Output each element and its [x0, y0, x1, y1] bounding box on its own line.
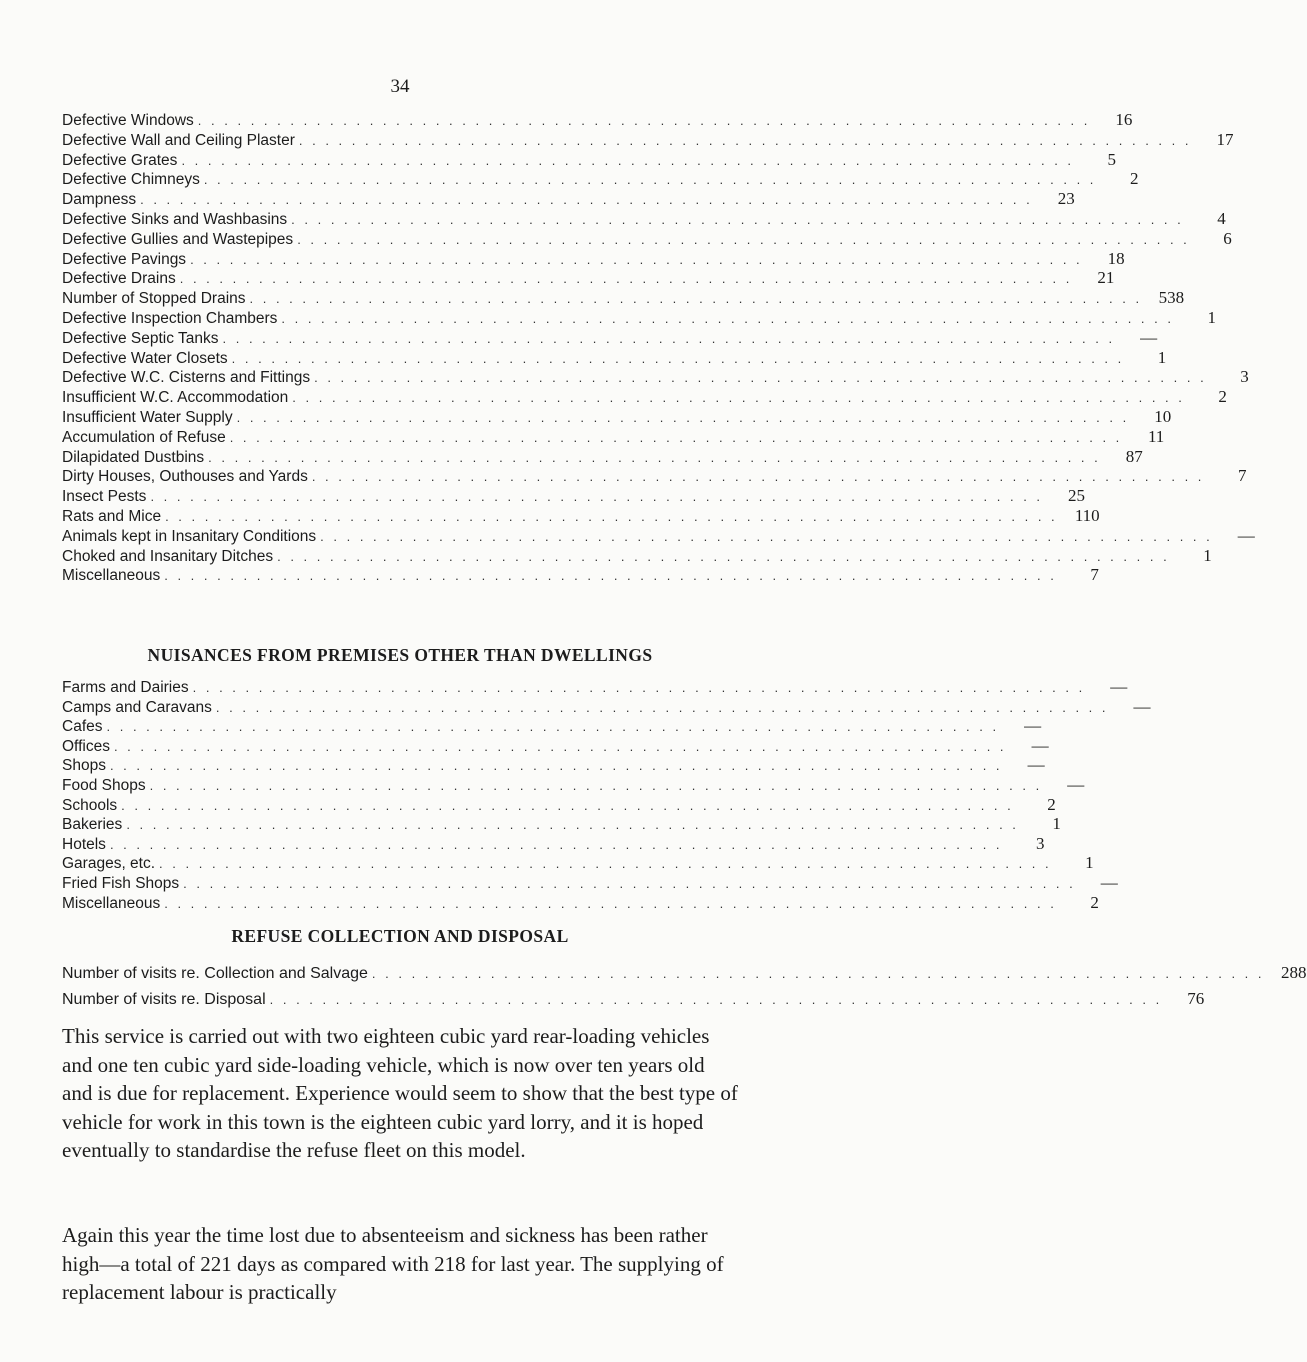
row-value: 6: [1223, 228, 1232, 248]
row-label: Accumulation of Refuse: [62, 428, 226, 446]
list-row: [62, 268, 1115, 288]
row-label: Insufficient W.C. Accommodation: [62, 389, 289, 407]
section-heading-nuisances: NUISANCES FROM PREMISES OTHER THAN DWELLINGS: [147, 645, 653, 665]
list-row: [62, 288, 1185, 308]
list-row: [62, 716, 1042, 736]
dot-leader: . . . . . . . . . . . . . . . . . . . . . . . . . . . . . . . . . . . . . . . . . . . . . . . . . . . . . . . . . . . . . . . . . . . .: [281, 310, 1174, 326]
list-row: [62, 248, 1125, 269]
row-value: 1: [1207, 307, 1216, 327]
row-value: —: [1237, 525, 1255, 545]
row-value: —: [1133, 696, 1151, 716]
list-row: [62, 486, 1086, 506]
row-value: 3: [1240, 367, 1249, 387]
row-label: Number of visits re. Disposal: [62, 991, 266, 1008]
row-value: —: [1110, 677, 1128, 696]
list-row: [62, 406, 1172, 427]
row-value: 1: [1052, 814, 1061, 834]
dot-leader: . . . . . . . . . . . . . . . . . . . . . . . . . . . . . . . . . . . . . . . . . . . . . . . . . . . . . . . . . . . . . . . . . . . .: [121, 797, 1014, 813]
list-row: [62, 525, 1255, 546]
row-value: 5: [1107, 149, 1117, 169]
row-value: —: [1031, 735, 1049, 755]
row-value: 7: [1090, 565, 1099, 585]
list-row: [62, 960, 1307, 986]
paragraph-absenteeism: Again this year the time lost due to absenteeism and sickness has been rather high—a total of 221 days as compared with 218 for last year. The supplying of replacement labour is practically: [62, 1223, 724, 1304]
row-value: —: [1067, 774, 1085, 794]
row-value: 17: [1216, 129, 1234, 149]
row-value: —: [1027, 755, 1045, 775]
list-row: [62, 814, 1061, 834]
row-value: 7: [1237, 466, 1247, 486]
row-label: Defective Drains: [62, 270, 176, 288]
dot-leader: . . . . . . . . . . . . . . . . . . . . . . . . . . . . . . . . . . . . . . . . . . . . . . . . . . . . . . . . . . . . . . . . . . . .: [292, 390, 1185, 406]
row-label: Defective Septic Tanks: [62, 329, 219, 347]
row-value: 16: [1115, 110, 1133, 129]
row-label: Garages, etc.: [62, 855, 156, 873]
paragraph-refuse-service: This service is carried out with two eighteen cubic yard rear-loading vehicles and one ten cubic yard side-loading vehicle, which is now over ten years old and is due for replacement. Experience would seem to show that the best type of vehicle for work in this town is the eighteen cubic yard lorry, and it is hoped eventually to standardise the refuse fleet on this model.: [62, 1024, 738, 1162]
list-row: [62, 755, 1045, 775]
list-row: [62, 872, 1118, 893]
row-value: 76: [1187, 989, 1205, 1008]
row-label: Miscellaneous: [62, 567, 161, 585]
row-label: Defective Wall and Ceiling Plaster: [62, 131, 295, 149]
other-premises-list: [62, 677, 1151, 912]
dot-leader: . . . . . . . . . . . . . . . . . . . . . . . . . . . . . . . . . . . . . . . . . . . . . . . . . . . . . . . . . . . . . . . . . . . .: [179, 271, 1073, 287]
row-value: 288: [1281, 963, 1307, 982]
dot-leader: . . . . . . . . . . . . . . . . . . . . . . . . . . . . . . . . . . . . . . . . . . . . . . . . . . . . . . . . . . . . . . . . . . . .: [150, 489, 1044, 505]
row-label: Animals kept in Insanitary Conditions: [62, 527, 317, 545]
row-value: 2: [1129, 169, 1139, 189]
list-row: [62, 208, 1226, 229]
dot-leader: . . . . . . . . . . . . . . . . . . . . . . . . . . . . . . . . . . . . . . . . . . . . . . . . . . . . . . . . . . . . . . . . . . . .: [165, 508, 1058, 524]
dot-leader: . . . . . . . . . . . . . . . . . . . . . . . . . . . . . . . . . . . . . . . . . . . . . . . . . . . . . . . . . . . . . . . . . . . .: [109, 758, 1003, 774]
dot-leader: . . . . . . . . . . . . . . . . . . . . . . . . . . . . . . . . . . . . . . . . . . . . . . . . . . . . . . . . . . . . . . . . . . . .: [222, 330, 1116, 346]
dot-leader: . . . . . . . . . . . . . . . . . . . . . . . . . . . . . . . . . . . . . . . . . . . . . . . . . . . . . . . . . . . . . . . . . . . .: [106, 719, 1000, 735]
row-value: 4: [1217, 208, 1226, 228]
row-value: 21: [1097, 268, 1115, 288]
dot-leader: . . . . . . . . . . . . . . . . . . . . . . . . . . . . . . . . . . . . . . . . . . . . . . . . . . . . . . . . . . . . . . . . . . . .: [311, 469, 1205, 485]
dot-leader: . . . . . . . . . . . . . . . . . . . . . . . . . . . . . . . . . . . . . . . . . . . . . . . . . . . . . . . . . . . . . . . . . . . .: [149, 777, 1043, 793]
row-label: Rats and Mice: [62, 507, 162, 525]
dot-leader: . . . . . . . . . . . . . . . . . . . . . . . . . . . . . . . . . . . . . . . . . . . . . . . . . . . . . . . . . . . . . . . . . . . .: [371, 966, 1265, 981]
list-row: [62, 110, 1133, 130]
row-label: Defective Pavings: [62, 250, 187, 268]
dot-leader: . . . . . . . . . . . . . . . . . . . . . . . . . . . . . . . . . . . . . . . . . . . . . . . . . . . . . . . . . . . . . . . . . . . .: [181, 152, 1075, 168]
list-row: [62, 307, 1216, 328]
row-value: 11: [1147, 426, 1165, 446]
list-row: [62, 774, 1085, 795]
row-label: Defective Sinks and Washbasins: [62, 210, 288, 228]
row-label: Hotels: [62, 835, 106, 853]
row-label: Shops: [62, 757, 106, 775]
row-label: Defective W.C. Cisterns and Fittings: [62, 369, 311, 387]
row-value: 2: [1218, 387, 1227, 407]
row-value: 2: [1090, 892, 1099, 912]
list-row: [62, 853, 1094, 873]
dot-leader: . . . . . . . . . . . . . . . . . . . . . . . . . . . . . . . . . . . . . . . . . . . . . . . . . . . . . . . . . . . . . . . . . . . .: [140, 192, 1033, 208]
dot-leader: . . . . . . . . . . . . . . . . . . . . . . . . . . . . . . . . . . . . . . . . . . . . . . . . . . . . . . . . . . . . . . . . . . . .: [269, 992, 1163, 1007]
section-heading-refuse: REFUSE COLLECTION AND DISPOSAL: [231, 926, 569, 946]
row-label: Schools: [62, 796, 118, 814]
list-row: [62, 347, 1167, 368]
row-value: 10: [1154, 406, 1172, 426]
list-row: [62, 735, 1049, 756]
list-row: [62, 677, 1128, 697]
dot-leader: . . . . . . . . . . . . . . . . . . . . . . . . . . . . . . . . . . . . . . . . . . . . . . . . . . . . . . . . . . . . . . . . . . . .: [113, 738, 1007, 754]
row-value: 87: [1125, 446, 1143, 466]
row-label: Defective Grates: [62, 151, 178, 169]
row-label: Choked and Insanitary Ditches: [62, 547, 274, 565]
row-value: —: [1024, 716, 1042, 736]
row-label: Insufficient Water Supply: [62, 408, 233, 426]
row-label: Bakeries: [62, 816, 123, 834]
row-label: Cafes: [62, 718, 103, 736]
dot-leader: . . . . . . . . . . . . . . . . . . . . . . . . . . . . . . . . . . . . . . . . . . . . . . . . . . . . . . . . . . . . . . . . . . . .: [159, 856, 1052, 872]
list-row: [62, 833, 1045, 854]
list-row: [62, 466, 1247, 486]
row-value: —: [1100, 872, 1118, 892]
dot-leader: . . . . . . . . . . . . . . . . . . . . . . . . . . . . . . . . . . . . . . . . . . . . . . . . . . . . . . . . . . . . . . . . . . . .: [249, 291, 1143, 307]
row-value: 25: [1068, 486, 1086, 506]
list-row: [62, 367, 1249, 387]
row-label: Dilapidated Dustbins: [62, 448, 205, 466]
dot-leader: . . . . . . . . . . . . . . . . . . . . . . . . . . . . . . . . . . . . . . . . . . . . . . . . . . . . . . . . . . . . . . . . . . . .: [298, 132, 1192, 148]
dot-leader: . . . . . . . . . . . . . . . . . . . . . . . . . . . . . . . . . . . . . . . . . . . . . . . . . . . . . . . . . . . . . . . . . . . .: [197, 113, 1091, 128]
list-row: [62, 149, 1117, 170]
list-row: [62, 426, 1165, 447]
list-row: [62, 228, 1232, 249]
row-value: 1: [1203, 545, 1212, 565]
row-value: 23: [1057, 189, 1075, 209]
list-row: [62, 545, 1212, 566]
row-label: Offices: [62, 737, 110, 755]
dot-leader: . . . . . . . . . . . . . . . . . . . . . . . . . . . . . . . . . . . . . . . . . . . . . . . . . . . . . . . . . . . . . . . . . . . .: [320, 528, 1213, 544]
row-value: 1: [1157, 347, 1167, 367]
list-row: [62, 892, 1099, 913]
dot-leader: . . . . . . . . . . . . . . . . . . . . . . . . . . . . . . . . . . . . . . . . . . . . . . . . . . . . . . . . . . . . . . . . . . . .: [190, 251, 1083, 267]
page-number: 34: [390, 76, 410, 97]
dot-leader: . . . . . . . . . . . . . . . . . . . . . . . . . . . . . . . . . . . . . . . . . . . . . . . . . . . . . . . . . . . . . . . . . . . .: [231, 350, 1125, 366]
dot-leader: . . . . . . . . . . . . . . . . . . . . . . . . . . . . . . . . . . . . . . . . . . . . . . . . . . . . . . . . . . . . . . . . . . . .: [229, 429, 1123, 445]
dot-leader: . . . . . . . . . . . . . . . . . . . . . . . . . . . . . . . . . . . . . . . . . . . . . . . . . . . . . . . . . . . . . . . . . . . .: [208, 449, 1101, 465]
dot-leader: . . . . . . . . . . . . . . . . . . . . . . . . . . . . . . . . . . . . . . . . . . . . . . . . . . . . . . . . . . . . . . . . . . . .: [164, 568, 1057, 584]
row-label: Camps and Caravans: [62, 698, 212, 716]
dot-leader: . . . . . . . . . . . . . . . . . . . . . . . . . . . . . . . . . . . . . . . . . . . . . . . . . . . . . . . . . . . . . . . . . . . .: [215, 699, 1109, 715]
list-row: [62, 986, 1205, 1012]
dot-leader: . . . . . . . . . . . . . . . . . . . . . . . . . . . . . . . . . . . . . . . . . . . . . . . . . . . . . . . . . . . . . . . . . . . .: [314, 370, 1207, 386]
list-row: [62, 189, 1075, 209]
dwelling-defects-list: [62, 110, 1255, 585]
list-row: [62, 446, 1143, 467]
row-label: Defective Water Closets: [62, 349, 228, 367]
row-label: Insect Pests: [62, 488, 147, 506]
row-label: Food Shops: [62, 776, 146, 794]
row-label: Number of visits re. Collection and Salvage: [62, 965, 368, 982]
dot-leader: . . . . . . . . . . . . . . . . . . . . . . . . . . . . . . . . . . . . . . . . . . . . . . . . . . . . . . . . . . . . . . . . . . . .: [192, 680, 1086, 695]
dot-leader: . . . . . . . . . . . . . . . . . . . . . . . . . . . . . . . . . . . . . . . . . . . . . . . . . . . . . . . . . . . . . . . . . . . .: [183, 875, 1076, 891]
row-label: Number of Stopped Drains: [62, 290, 246, 308]
row-value: 538: [1158, 288, 1185, 308]
list-row: [62, 387, 1227, 407]
list-row: [62, 327, 1158, 348]
row-label: Fried Fish Shops: [62, 874, 180, 892]
dot-leader: . . . . . . . . . . . . . . . . . . . . . . . . . . . . . . . . . . . . . . . . . . . . . . . . . . . . . . . . . . . . . . . . . . . .: [164, 895, 1057, 911]
refuse-visits-list: [62, 960, 1307, 1012]
row-value: 3: [1036, 833, 1045, 853]
dot-leader: . . . . . . . . . . . . . . . . . . . . . . . . . . . . . . . . . . . . . . . . . . . . . . . . . . . . . . . . . . . . . . . . . . . .: [109, 836, 1003, 852]
row-value: 1: [1085, 853, 1094, 873]
row-label: Defective Inspection Chambers: [62, 309, 278, 327]
dot-leader: . . . . . . . . . . . . . . . . . . . . . . . . . . . . . . . . . . . . . . . . . . . . . . . . . . . . . . . . . . . . . . . . . . . .: [297, 231, 1190, 247]
list-row: [62, 565, 1099, 585]
dot-leader: . . . . . . . . . . . . . . . . . . . . . . . . . . . . . . . . . . . . . . . . . . . . . . . . . . . . . . . . . . . . . . . . . . . .: [126, 817, 1019, 833]
list-row: [62, 169, 1139, 189]
row-label: Dampness: [62, 191, 137, 209]
list-row: [62, 696, 1151, 717]
dot-leader: . . . . . . . . . . . . . . . . . . . . . . . . . . . . . . . . . . . . . . . . . . . . . . . . . . . . . . . . . . . . . . . . . . . .: [203, 172, 1097, 188]
dot-leader: . . . . . . . . . . . . . . . . . . . . . . . . . . . . . . . . . . . . . . . . . . . . . . . . . . . . . . . . . . . . . . . . . . . .: [236, 409, 1130, 425]
list-row: [62, 794, 1056, 815]
row-label: Farms and Dairies: [62, 679, 189, 696]
list-row: [62, 505, 1100, 526]
row-value: 18: [1107, 248, 1125, 268]
row-label: Defective Windows: [62, 112, 194, 129]
row-value: 110: [1074, 505, 1100, 525]
dot-leader: . . . . . . . . . . . . . . . . . . . . . . . . . . . . . . . . . . . . . . . . . . . . . . . . . . . . . . . . . . . . . . . . . . . .: [291, 211, 1184, 227]
row-label: Defective Gullies and Wastepipes: [62, 230, 294, 248]
dot-leader: . . . . . . . . . . . . . . . . . . . . . . . . . . . . . . . . . . . . . . . . . . . . . . . . . . . . . . . . . . . . . . . . . . . .: [277, 548, 1170, 564]
list-row: [62, 129, 1234, 150]
row-value: —: [1140, 327, 1158, 347]
row-label: Miscellaneous: [62, 894, 161, 912]
row-value: 2: [1047, 794, 1056, 814]
row-label: Dirty Houses, Outhouses and Yards: [62, 468, 308, 486]
row-label: Defective Chimneys: [62, 171, 200, 189]
